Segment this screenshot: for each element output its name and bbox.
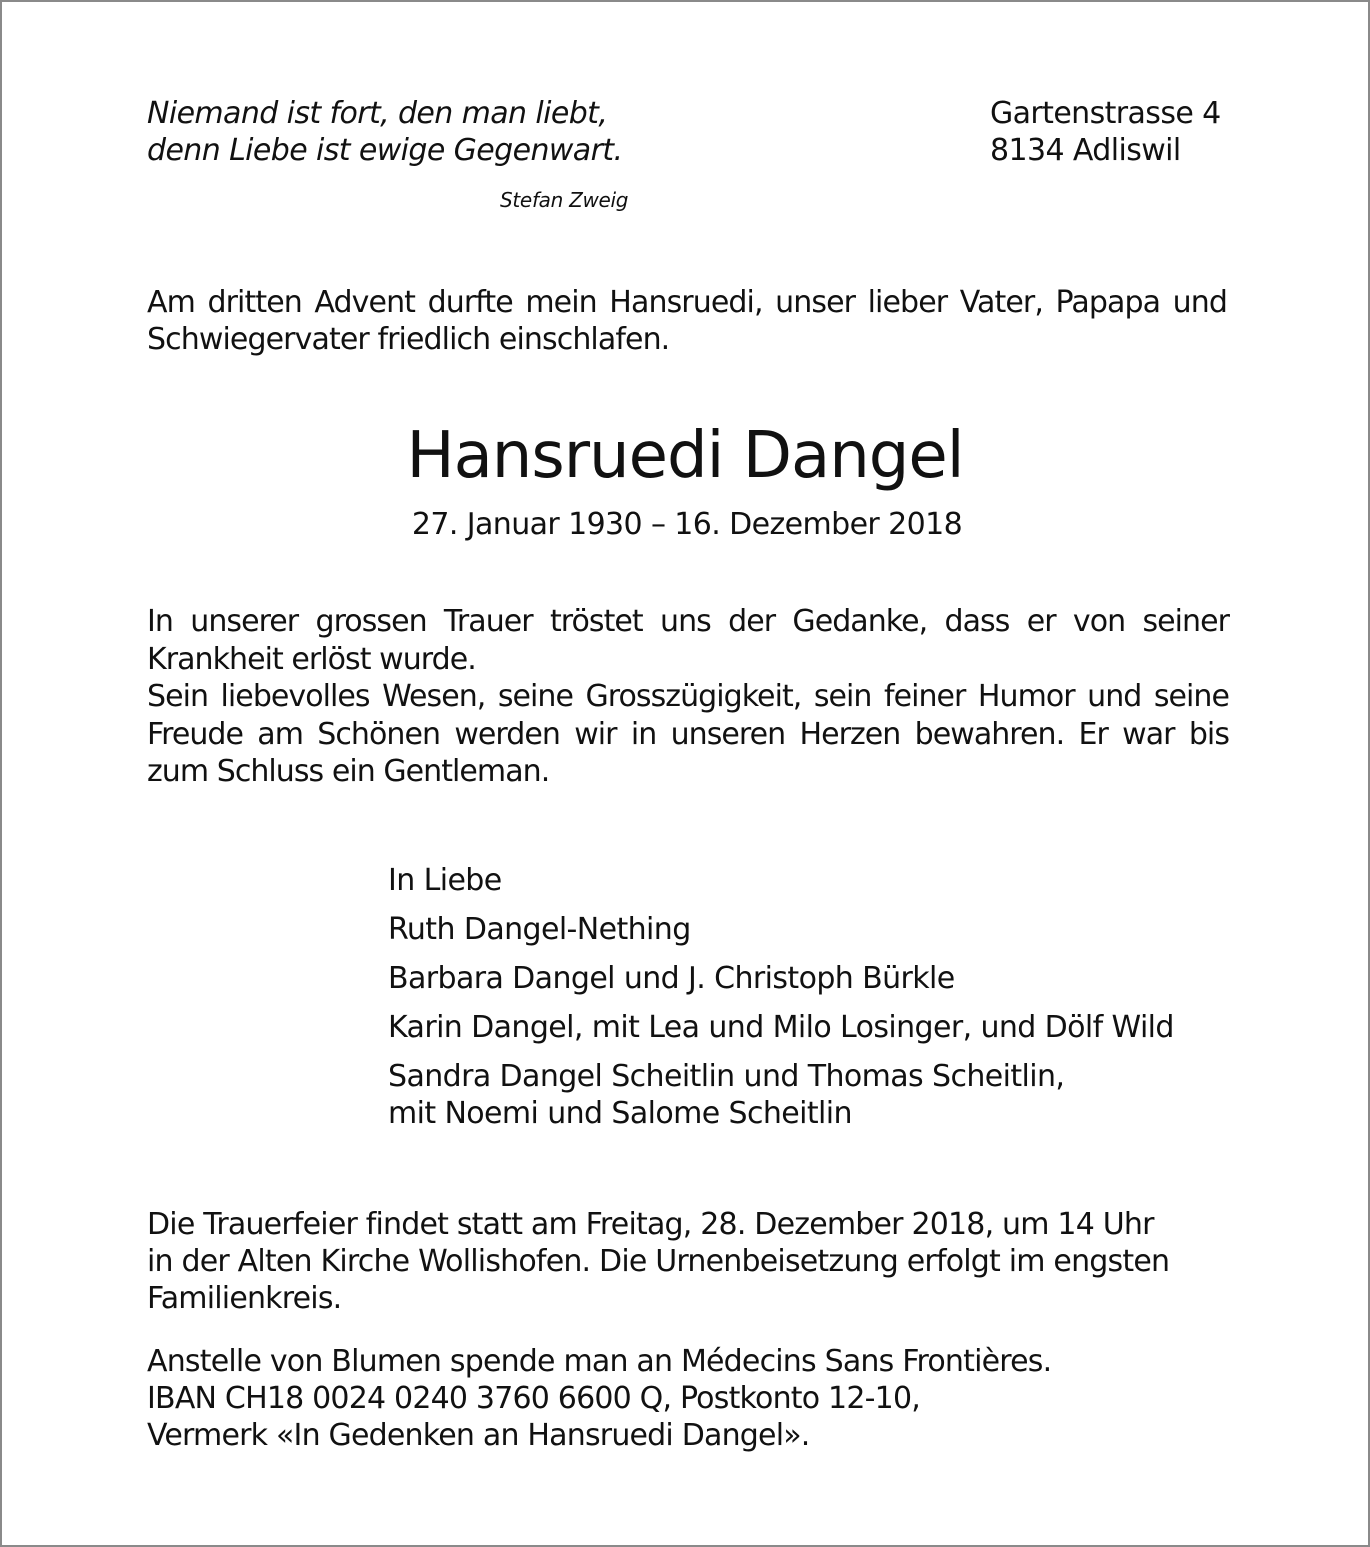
ceremony-line-3: Familienkreis.: [147, 1281, 342, 1316]
mourner-1: Ruth Dangel-Nething: [388, 912, 691, 947]
family-address: [990, 95, 1221, 169]
closing-phrase: In Liebe: [388, 863, 502, 898]
epigraph-quote: [147, 95, 622, 169]
tribute-line-3: Sein liebevolles Wesen, seine Grosszügigkeit, sein feiner Humor und seine: [147, 679, 1229, 714]
donation-info: [147, 1343, 1051, 1454]
address-city: 8134 Adliswil: [990, 133, 1181, 168]
mourners-list: [388, 862, 1174, 1132]
ceremony-line-2: in der Alten Kirche Wollishofen. Die Urnenbeisetzung erfolgt im engsten: [147, 1244, 1170, 1279]
intro-paragraph: [147, 284, 1227, 358]
ceremony-line-1: Die Trauerfeier findet statt am Freitag, 28. Dezember 2018, um 14 Uhr: [147, 1207, 1154, 1242]
tribute-line-4: Freude am Schönen werden wir in unseren Herzen bewahren. Er war bis: [147, 716, 1229, 752]
mourner-3: Karin Dangel, mit Lea und Milo Losinger, und Dölf Wild: [388, 1010, 1174, 1045]
tribute-paragraph: [147, 603, 1229, 791]
mourner-2: Barbara Dangel und J. Christoph Bürkle: [388, 961, 955, 996]
life-dates: 27. Januar 1930 – 16. Dezember 2018: [411, 507, 963, 542]
donation-line-2: IBAN CH18 0024 0240 3760 6600 Q, Postkonto 12-10,: [147, 1381, 920, 1416]
donation-line-3: Vermerk «In Gedenken an Hansruedi Dangel».: [147, 1418, 810, 1453]
intro-line-2: Schwiegervater friedlich einschlafen.: [147, 322, 670, 357]
donation-line-1: Anstelle von Blumen spende man an Médecins Sans Frontières.: [147, 1344, 1052, 1379]
tribute-line-2: Krankheit erlöst wurde.: [147, 641, 476, 677]
quote-line-1: Niemand ist fort, den man liebt,: [147, 96, 608, 131]
mourner-4-line-1: Sandra Dangel Scheitlin und Thomas Scheitlin,: [388, 1059, 1065, 1094]
mourner-4: [388, 1058, 1174, 1132]
tribute-line-1: In unserer grossen Trauer tröstet uns der Gedanke, dass er von seiner: [147, 604, 1229, 639]
quote-line-2: denn Liebe ist ewige Gegenwart.: [147, 133, 623, 168]
intro-line-1: Am dritten Advent durfte mein Hansruedi, unser lieber Vater, Papapa und: [147, 285, 1227, 320]
tribute-line-5: zum Schluss ein Gentleman.: [147, 754, 550, 789]
address-street: Gartenstrasse 4: [990, 96, 1221, 131]
deceased-name: Hansruedi Dangel: [406, 419, 964, 493]
quote-author: Stefan Zweig: [500, 188, 629, 212]
mourner-4-line-2: mit Noemi und Salome Scheitlin: [388, 1096, 852, 1131]
ceremony-info: [147, 1206, 1169, 1317]
